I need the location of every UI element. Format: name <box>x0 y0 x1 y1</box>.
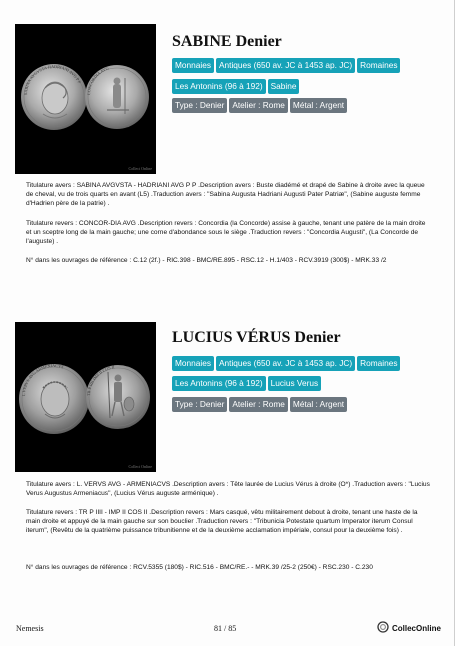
tag-antonins[interactable]: Les Antonins (96 à 192) <box>172 376 266 391</box>
coin-title: LUCIUS VÉRUS Denier <box>172 329 341 346</box>
property-tags <box>172 98 349 113</box>
obverse-description: Titulature avers : L. VERVS AVG - ARMENIACVS .Description avers : Tête laurée de Lucius Vérus à droite (O*) .Traduction avers : "Lucius Verus Augustus Armeniacus", (Lucius Vérus auguste arménique) . <box>26 481 430 497</box>
reverse-coin <box>85 65 149 129</box>
tag-metal[interactable]: Métal : Argent <box>290 98 347 113</box>
category-tags <box>172 356 402 371</box>
tag-type[interactable]: Type : Denier <box>172 98 227 113</box>
reverse-description: Titulature revers : CONCOR-DIA AVG .Description revers : Concordia (la Concorde) assise à gauche, tenant une patère de la main droite et un sceptre long de la main gauche; une corne d'abondance sous le siège .Traduction revers : "Concordia Augusti", (La Concorde de l'auguste) . <box>26 220 426 245</box>
tag-atelier[interactable]: Atelier : Rome <box>229 397 288 412</box>
category-tags <box>172 58 402 73</box>
tag-romaines[interactable]: Romaines <box>357 58 400 73</box>
reference-numbers: N° dans les ouvrages de référence : C.12 (2f.) - RIC.398 - BMC/RE.895 - RSC.12 - H.1/403 - RCV.3919 (300$) - MRK.33 /2 <box>26 257 387 264</box>
obverse-legend: SABINA AVGVSTA HADRIANI AVG P P <box>22 63 83 96</box>
obverse-legend: L VERVS AVG ARMENIACVS <box>20 362 65 397</box>
reverse-legend: CONCORDIA AVG <box>85 65 110 96</box>
coin-photo <box>15 322 156 472</box>
dynasty-tags <box>172 376 323 391</box>
coin-title: SABINE Denier <box>172 33 282 50</box>
reverse-description: Titulature revers : TR P IIII - IMP II COS II .Description revers : Mars casqué, vêtu militairement debout à droite, tenant une haste de la main droite et appuyé de la main gauche sur son bouclier .Traduction revers : "Tribunicia Potestate quartum Imperator iterum Consul iterum", (Revêtu de la quatrième puissance tribunitienne et de la deuxième acclamation impériale, consul pour la deuxième fois) . <box>26 509 418 534</box>
tag-monnaies[interactable]: Monnaies <box>172 58 214 73</box>
reference-numbers: N° dans les ouvrages de référence : RCV.5355 (180$) - RIC.516 - BMC/RE.- - MRK.39 /25-2 (250€) - RSC.230 - C.230 <box>26 564 373 571</box>
tag-antiques[interactable]: Antiques (650 av. JC à 1453 ap. JC) <box>216 356 355 371</box>
collectonline-logo-icon <box>377 621 389 633</box>
photo-credit: Collect Online <box>128 464 152 469</box>
tag-monnaies[interactable]: Monnaies <box>172 356 214 371</box>
footer-collection-name: Nemesis <box>16 624 44 633</box>
reverse-coin <box>86 364 150 429</box>
photo-credit: Collect Online <box>128 166 152 171</box>
dynasty-tags <box>172 79 301 94</box>
page-footer <box>0 620 455 640</box>
obverse-coin <box>19 363 89 434</box>
tag-antonins[interactable]: Les Antonins (96 à 192) <box>172 79 266 94</box>
tag-romaines[interactable]: Romaines <box>357 356 400 371</box>
reverse-legend: TR P IIII IMP II COS II <box>85 364 115 397</box>
tag-sabine[interactable]: Sabine <box>268 79 300 94</box>
tag-type[interactable]: Type : Denier <box>172 397 227 412</box>
footer-brand[interactable]: CollecOnline <box>392 624 441 633</box>
tag-metal[interactable]: Métal : Argent <box>290 397 347 412</box>
obverse-coin <box>21 64 87 130</box>
obverse-description: Titulature avers : SABINA AVGVSTA - HADRIANI AVG P P .Description avers : Buste diadémé et drapé de Sabine à droite avec la queue de cheval, vu de trois quarts en avant (L5) .Traduction avers : "Sabina Augusta Hadriani Augusti Pater Patriæ", (Sabine auguste femme d'Hadrien père de la patrie) . <box>26 182 425 207</box>
tag-atelier[interactable]: Atelier : Rome <box>229 98 288 113</box>
page-number: 81 / 85 <box>214 624 237 633</box>
tag-antiques[interactable]: Antiques (650 av. JC à 1453 ap. JC) <box>216 58 355 73</box>
property-tags <box>172 397 349 412</box>
tag-lucius-verus[interactable]: Lucius Verus <box>268 376 322 391</box>
coin-photo <box>15 24 156 174</box>
